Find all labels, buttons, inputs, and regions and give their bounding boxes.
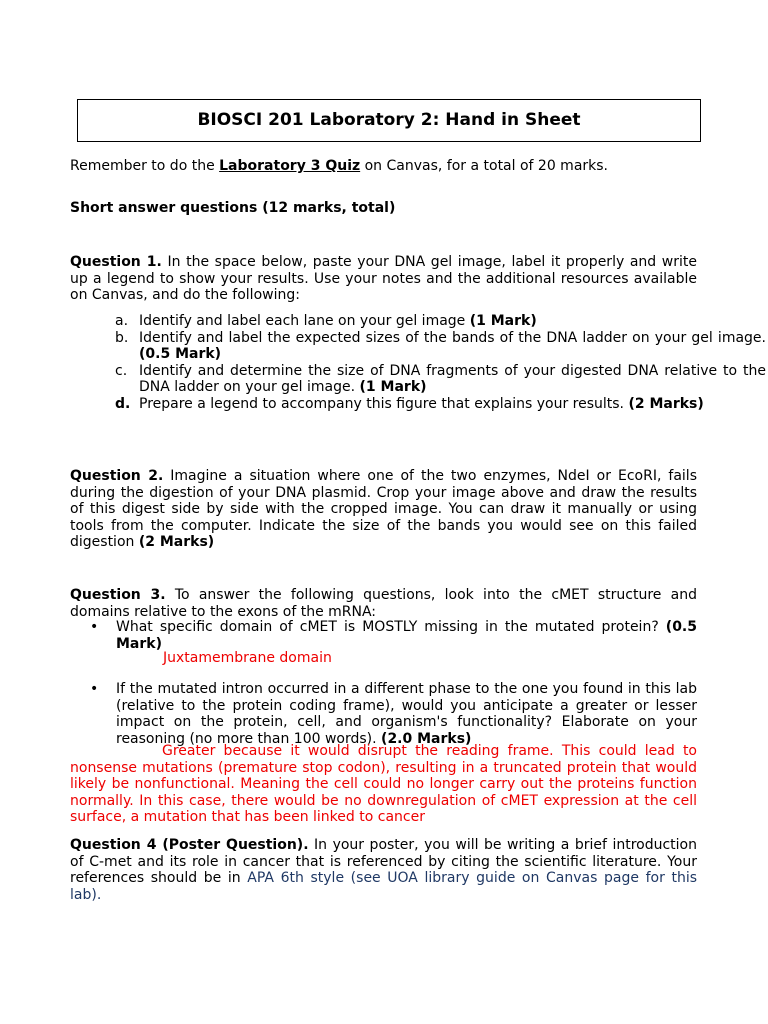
question-1 — [70, 254, 697, 304]
question-2-text: Imagine a situation where one of the two enzymes, NdeI or EcoRI, fails during the digestion of your DNA plasmid. Crop your image above and draw the results of this digest side by side with the cropped image. You can draw it manually or using tools from the computer. Indicate the size of the bands you would see on this failed digestion — [70, 468, 697, 550]
short-answer-heading: Short answer questions (12 marks, total) — [70, 200, 396, 216]
marks-label: (1 Mark) — [359, 379, 427, 395]
bullet-text: If the mutated intron occurred in a different phase to the one you found in this lab (relative to the protein coding frame), would you anticipate a greater or lesser impact on the protein, cell, and organism's functionality? Elaborate on your reasoning (no more than 100 words). — [116, 681, 697, 747]
list-marker: d. — [115, 395, 131, 412]
question-1-text: In the space below, paste your DNA gel image, label it properly and write up a legend to show your results. Use your notes and the additional resources available on Canvas, and do the following: — [70, 254, 697, 303]
list-item-text: Identify and label the expected sizes of the bands of the DNA ladder on your gel image. — [139, 329, 766, 346]
list-item-text: Identify and label each lane on your gel image — [139, 313, 470, 329]
list-marker: c. — [115, 362, 128, 379]
question-2-label: Question 2. — [70, 468, 164, 484]
answer-1: Juxtamembrane domain — [163, 650, 332, 666]
marks-label: (0.5 Mark) — [116, 619, 697, 652]
bullet-icon: • — [90, 619, 99, 635]
bullet-icon: • — [90, 681, 99, 697]
bullet-text: What specific domain of cMET is MOSTLY missing in the mutated protein? — [116, 619, 666, 635]
marks-label: (1 Mark) — [469, 313, 537, 329]
question-2 — [70, 468, 697, 551]
list-marker: b. — [115, 329, 129, 346]
list-item — [115, 313, 766, 330]
question-4 — [70, 837, 697, 903]
apa-style-link[interactable]: APA 6th style (see UOA library guide on Canvas page for this lab). — [70, 870, 698, 903]
question-1-tasks — [70, 313, 766, 412]
reminder-text: Remember to do the — [70, 158, 220, 174]
marks-label: (2.0 Marks) — [381, 730, 472, 747]
reminder-line — [70, 158, 697, 175]
marks-label: (2 Marks) — [138, 534, 215, 550]
marks-label: (2 Marks) — [628, 395, 704, 412]
list-item-text: Prepare a legend to accompany this figure that explains your results. — [139, 395, 629, 412]
question-4-label: Question 4 (Poster Question). — [70, 837, 309, 853]
question-3-label: Question 3. — [70, 587, 166, 603]
question-3-bullet-2 — [70, 681, 697, 747]
quiz-link[interactable]: Laboratory 3 Quiz — [219, 158, 361, 174]
marks-label: (0.5 Mark) — [139, 346, 222, 362]
question-3-text: To answer the following questions, look into the cMET structure and domains relative to the exons of the mRNA: — [70, 587, 697, 620]
question-3 — [70, 587, 697, 620]
answer-2: Greater because it would disrupt the reading frame. This could lead to nonsense mutations (premature stop codon), resulting in a truncated protein that would likely be nonfunctional. Meaning the cell could no longer carry out the proteins function normally. In this case, there would be no downregulation of cMET expression at the cell surface, a mutation that has been linked to cancer — [70, 743, 697, 825]
list-item-text: Identify and determine the size of DNA fragments of your digested DNA relative to the DNA ladder on your gel image. — [139, 362, 766, 395]
question-3-bullet-1 — [70, 619, 697, 652]
page-title: BIOSCI 201 Laboratory 2: Hand in Sheet — [77, 99, 701, 142]
reminder-text-end: on Canvas, for a total of 20 marks. — [360, 158, 609, 174]
list-item — [115, 395, 766, 413]
question-1-label: Question 1. — [70, 254, 162, 270]
list-marker: a. — [115, 313, 129, 329]
question-4-text: In your poster, you will be writing a brief introduction of C-met and its role in cancer that is referenced by citing the scientific literature. Your references should be in — [70, 837, 698, 886]
list-item — [115, 362, 766, 396]
list-item — [115, 329, 766, 363]
